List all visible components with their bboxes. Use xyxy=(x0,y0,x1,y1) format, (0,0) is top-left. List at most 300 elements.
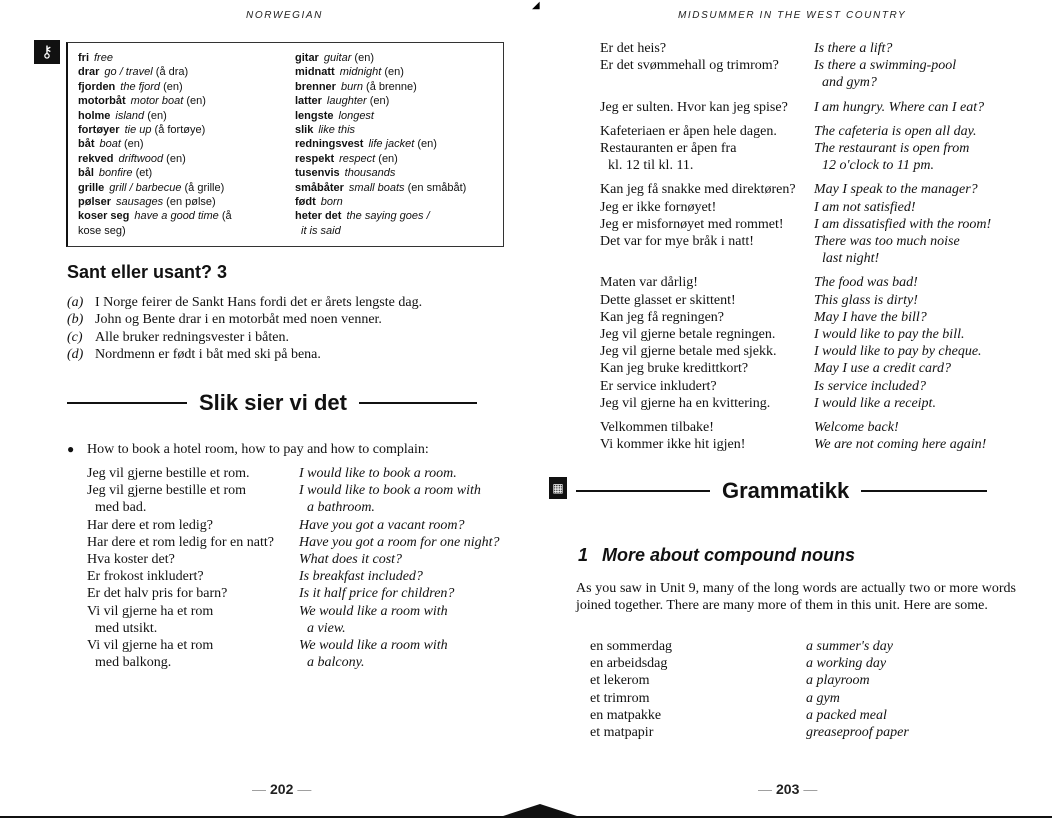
phrase-line: med bad. xyxy=(95,500,147,516)
phrase-row xyxy=(87,603,500,637)
phrase-group xyxy=(600,40,991,92)
page-number-value: 203 xyxy=(776,781,800,797)
vocab-item xyxy=(295,209,500,223)
phrase-line: Have you got a vacant room? xyxy=(299,517,465,533)
phrase-line: I am not satisfied! xyxy=(814,199,916,215)
phrase-group xyxy=(600,419,991,453)
phrase-norwegian xyxy=(87,585,299,602)
phrase-line: and gym? xyxy=(822,75,877,91)
phrase-line: Kan jeg bruke kredittkort? xyxy=(600,361,749,377)
vocab-note: (en) xyxy=(144,109,167,122)
phrase-group xyxy=(600,99,991,116)
vocab-item xyxy=(78,51,283,65)
vocab-item xyxy=(295,152,500,166)
vocab-item xyxy=(295,109,500,123)
vocab-norwegian: bål xyxy=(78,167,94,180)
phrase-line: Jeg vil gjerne betale regningen. xyxy=(600,327,776,343)
phrase-row xyxy=(600,419,991,436)
page-number-value: 202 xyxy=(270,781,294,797)
phrase-row xyxy=(87,482,500,516)
phrase-line: a gym xyxy=(806,690,840,706)
phrase-line: a summer's day xyxy=(806,639,893,654)
vocab-norwegian: slik xyxy=(295,124,314,137)
phrase-line: We would like a room with xyxy=(299,603,448,619)
phrase-line: Is service included? xyxy=(814,378,926,394)
vocab-english: bonfire xyxy=(98,167,133,180)
phrase-line: May I have the bill? xyxy=(814,309,927,325)
phrase-line: Vi vil gjerne ha et rom xyxy=(87,603,214,619)
phrase-line: There was too much noise xyxy=(814,234,960,250)
phrase-row xyxy=(87,465,500,482)
compound-noun-list xyxy=(590,638,909,741)
phrase-english xyxy=(806,672,870,689)
subsection-title xyxy=(578,545,855,566)
phrase-line: Er service inkludert? xyxy=(600,378,717,394)
phrase-english xyxy=(814,378,926,395)
heading-rule xyxy=(67,402,187,404)
vocab-item xyxy=(78,137,283,151)
vocab-item xyxy=(78,152,283,166)
phrase-line: Jeg vil gjerne betale med sjekk. xyxy=(600,344,777,360)
vocab-note: (en) xyxy=(414,138,437,151)
vocab-english: tie up xyxy=(124,124,152,137)
vocab-norwegian: koser seg xyxy=(78,210,130,223)
phrase-line: The cafeteria is open all day. xyxy=(814,123,977,139)
phrase-line: Welcome back! xyxy=(814,420,899,436)
phrase-row xyxy=(600,292,991,309)
heading-rule xyxy=(359,402,477,404)
vocab-english: life jacket xyxy=(368,138,415,151)
vocab-norwegian: brenner xyxy=(295,80,336,93)
vocab-item xyxy=(295,224,500,238)
phrase-norwegian xyxy=(87,465,299,482)
phrase-english xyxy=(299,534,500,551)
phrase-norwegian xyxy=(600,274,814,291)
vocab-norwegian: respekt xyxy=(295,152,335,165)
bullet-icon: ● xyxy=(67,442,75,456)
true-false-list xyxy=(67,294,422,363)
vocab-norwegian: heter det xyxy=(295,210,342,223)
phrase-line: May I use a credit card? xyxy=(814,361,951,377)
item-label: (c) xyxy=(67,329,83,345)
phrase-line: I would like to book a room. xyxy=(299,466,457,481)
phrase-row xyxy=(600,57,991,91)
phrase-row xyxy=(600,326,991,343)
vocab-note: (en) xyxy=(351,52,374,64)
phrase-norwegian xyxy=(600,99,814,116)
phrase-line: Er det halv pris for barn? xyxy=(87,586,228,602)
vocab-english: motor boat xyxy=(130,95,184,108)
phrase-line: Have you got a room for one night? xyxy=(299,534,500,550)
vocab-english: have a good time xyxy=(134,210,219,223)
true-false-item xyxy=(67,346,422,363)
vocab-note: (å grille) xyxy=(181,181,225,194)
vocab-item xyxy=(78,181,283,195)
vocab-note: (en) xyxy=(183,95,206,108)
phrase-line: Dette glasset er skittent! xyxy=(600,292,736,308)
item-text: Alle bruker redningsvester i båten. xyxy=(95,329,289,345)
phrase-line: a bathroom. xyxy=(307,500,375,516)
phrase-row xyxy=(87,534,500,551)
phrase-line: Er frokost inkludert? xyxy=(87,569,204,585)
phrase-line: Det var for mye bråk i natt! xyxy=(600,234,754,250)
phrase-line: Vi kommer ikke hit igjen! xyxy=(600,437,746,453)
phrase-line: Har dere et rom ledig? xyxy=(87,517,213,533)
vocab-item xyxy=(78,224,283,238)
vocab-norwegian: grille xyxy=(78,181,105,194)
vocab-item xyxy=(78,80,283,94)
phrase-norwegian xyxy=(600,292,814,309)
phrase-line: We would like a room with xyxy=(299,638,448,654)
phrase-norwegian xyxy=(87,603,299,637)
vocab-note: (å fortøye) xyxy=(151,124,206,137)
phrase-row xyxy=(590,707,909,724)
vocab-note: (en) xyxy=(163,152,186,165)
phrase-norwegian xyxy=(87,517,299,534)
key-icon: ⚷ xyxy=(34,40,60,64)
phrase-english xyxy=(299,482,481,516)
vocab-note: kose seg) xyxy=(78,224,126,237)
phrase-norwegian xyxy=(600,309,814,326)
vocab-note: (en) xyxy=(120,138,144,151)
vocab-norwegian: fortøyer xyxy=(78,124,120,137)
phrase-english xyxy=(806,655,886,672)
heading-rule xyxy=(861,490,987,492)
running-head-right: MIDSUMMER IN THE WEST COUNTRY xyxy=(678,10,907,21)
phrase-line: med balkong. xyxy=(95,655,172,671)
vocab-english: like this xyxy=(318,124,356,137)
vocab-norwegian: gitar xyxy=(295,52,319,64)
phrase-english xyxy=(814,140,969,174)
phrase-norwegian xyxy=(87,534,299,551)
phrase-english xyxy=(806,638,893,655)
vocab-english: thousands xyxy=(344,167,396,180)
phrase-row xyxy=(600,360,991,377)
phrase-english xyxy=(814,343,982,360)
phrase-norwegian xyxy=(590,672,806,689)
vocab-english: midnight xyxy=(339,66,382,79)
phrase-line: en arbeidsdag xyxy=(590,656,668,672)
compound-paragraph: As you saw in Unit 9, many of the long words are actually two or more words joined together. There are many more of them in this unit. Here are some. xyxy=(576,581,1016,613)
vocab-item xyxy=(295,137,500,151)
section-heading-slik xyxy=(67,390,477,416)
section-heading-text: Grammatikk xyxy=(722,478,850,503)
phrase-english xyxy=(806,724,909,741)
phrase-row xyxy=(87,551,500,568)
phrase-line: med utsikt. xyxy=(95,620,158,636)
vocab-english: free xyxy=(94,52,113,64)
phrase-norwegian xyxy=(600,378,814,395)
phrase-line: I am dissatisfied with the room! xyxy=(814,216,992,232)
phrase-line: et matpapir xyxy=(590,725,654,741)
phrase-line: Jeg er ikke fornøyet! xyxy=(600,199,717,215)
phrase-row xyxy=(600,436,991,453)
phrase-row xyxy=(590,638,909,655)
phrase-norwegian xyxy=(600,140,814,174)
true-false-item xyxy=(67,329,422,346)
phrase-norwegian xyxy=(600,419,814,436)
phrase-line: Hva koster det? xyxy=(87,552,175,568)
spine-mark xyxy=(500,804,580,817)
phrase-norwegian xyxy=(600,436,814,453)
vocab-norwegian: fri xyxy=(78,52,89,64)
phrase-line: The restaurant is open from xyxy=(814,141,970,157)
vocab-english: island xyxy=(115,109,145,122)
vocab-item xyxy=(78,195,283,209)
phrase-line: I would like a receipt. xyxy=(814,395,936,411)
phrase-norwegian xyxy=(600,57,814,91)
vocab-english: sausages xyxy=(116,196,164,209)
phrase-norwegian xyxy=(87,482,299,516)
phrase-norwegian xyxy=(600,123,814,140)
phrase-line: Is it half price for children? xyxy=(299,586,455,602)
vocab-item xyxy=(78,109,283,123)
phrase-row xyxy=(590,655,909,672)
vocab-item xyxy=(295,65,500,79)
vocab-english: burn xyxy=(340,80,363,93)
phrase-norwegian xyxy=(590,690,806,707)
vocab-english: the fjord xyxy=(120,80,161,93)
phrase-line: We are not coming here again! xyxy=(814,437,987,453)
phrase-english xyxy=(814,233,960,267)
phrase-row xyxy=(590,672,909,689)
vocab-item xyxy=(295,181,500,195)
vocab-english: the saying goes / xyxy=(346,210,430,223)
vocab-norwegian: båt xyxy=(78,138,95,151)
item-text: Nordmenn er født i båt med ski på bena. xyxy=(95,346,321,362)
phrase-row xyxy=(600,140,991,174)
phrase-line: Velkommen tilbake! xyxy=(600,420,714,436)
phrase-english xyxy=(814,360,951,377)
phrase-norwegian xyxy=(590,724,806,741)
section-heading-grammatikk xyxy=(576,478,987,504)
vocab-english: longest xyxy=(338,109,374,122)
vocab-norwegian: født xyxy=(295,196,316,209)
phrase-line: I am hungry. Where can I eat? xyxy=(814,99,985,115)
phrase-row xyxy=(87,585,500,602)
vocab-english: guitar xyxy=(323,52,352,64)
vocab-note: (en) xyxy=(366,95,390,108)
phrase-english xyxy=(299,551,402,568)
phrase-group xyxy=(600,274,991,412)
vocab-note: (å xyxy=(218,210,232,223)
vocab-english: born xyxy=(320,196,343,209)
phrase-line: en sommerdag xyxy=(590,639,673,654)
vocab-item xyxy=(78,123,283,137)
vocab-norwegian: motorbåt xyxy=(78,95,126,108)
vocab-norwegian: pølser xyxy=(78,196,112,209)
phrase-line: Maten var dårlig! xyxy=(600,275,698,291)
phrase-row xyxy=(600,378,991,395)
phrase-line: en matpakke xyxy=(590,707,662,723)
phrase-line: This glass is dirty! xyxy=(814,292,918,308)
vocab-norwegian: holme xyxy=(78,109,111,122)
phrase-row xyxy=(87,568,500,585)
phrase-row xyxy=(600,343,991,360)
crop-mark: ◢ xyxy=(532,0,540,11)
subsection-number: 1 xyxy=(578,545,589,565)
vocabulary-column-right xyxy=(295,51,500,238)
phrase-norwegian xyxy=(600,216,814,233)
phrase-norwegian xyxy=(600,395,814,412)
phrase-line: I would like to pay by cheque. xyxy=(814,344,982,360)
vocab-note: (en småbåt) xyxy=(404,181,467,194)
phrase-line: Kafeteriaen er åpen hele dagen. xyxy=(600,123,777,139)
vocabulary-column-left xyxy=(78,51,283,238)
phrase-english xyxy=(814,181,978,198)
phrase-english xyxy=(814,123,977,140)
item-label: (a) xyxy=(67,295,84,310)
phrase-line: a working day xyxy=(806,656,887,672)
true-false-title: Sant eller usant? 3 xyxy=(67,262,228,282)
vocab-norwegian: midnatt xyxy=(295,66,335,79)
service-phrase-list xyxy=(600,40,991,460)
vocab-norwegian: lengste xyxy=(295,109,334,122)
phrase-row xyxy=(600,40,991,57)
vocab-note: (å dra) xyxy=(152,66,189,79)
phrase-english xyxy=(814,274,918,291)
phrase-row xyxy=(600,199,991,216)
phrase-line: a balcony. xyxy=(307,655,365,671)
phrase-english xyxy=(299,585,454,602)
phrase-line: Jeg vil gjerne ha en kvittering. xyxy=(600,395,771,411)
phrase-line: greaseproof paper xyxy=(806,725,909,741)
phrase-line: Jeg er misfornøyet med rommet! xyxy=(600,216,784,232)
phrase-english xyxy=(299,637,448,671)
phrase-english xyxy=(814,395,936,412)
vocab-norwegian: drar xyxy=(78,66,100,79)
phrase-row xyxy=(600,99,991,116)
grammar-icon: ▦ xyxy=(549,477,567,499)
vocab-item xyxy=(78,209,283,223)
phrase-line: Vi vil gjerne ha et rom xyxy=(87,638,214,654)
heading-rule xyxy=(576,490,710,492)
phrase-line: May I speak to the manager? xyxy=(814,182,978,198)
phrase-line: Is breakfast included? xyxy=(299,569,423,585)
running-head-left: NORWEGIAN xyxy=(246,10,323,21)
vocab-item xyxy=(295,94,500,108)
vocab-norwegian: rekved xyxy=(78,152,114,165)
phrase-norwegian xyxy=(600,233,814,267)
phrase-norwegian xyxy=(600,326,814,343)
phrase-english xyxy=(299,517,465,534)
item-text: John og Bente drar i en motorbåt med noen venner. xyxy=(95,312,382,328)
phrase-row xyxy=(600,233,991,267)
phrase-group xyxy=(600,181,991,267)
page-number-left: — 202 — xyxy=(252,781,312,797)
vocab-english: driftwood xyxy=(118,152,164,165)
vocab-norwegian: latter xyxy=(295,95,322,108)
phrase-group xyxy=(600,123,991,175)
vocab-english: small boats xyxy=(348,181,405,194)
item-text: I Norge feirer de Sankt Hans fordi det er årets lengste dag. xyxy=(95,295,423,310)
phrase-row xyxy=(87,637,500,671)
phrase-english xyxy=(814,436,986,453)
phrase-english xyxy=(814,216,991,233)
phrase-english xyxy=(814,419,899,436)
phrase-norwegian xyxy=(87,637,299,671)
vocab-item xyxy=(78,94,283,108)
phrase-line: Jeg er sulten. Hvor kan jeg spise? xyxy=(600,99,788,115)
phrase-norwegian xyxy=(600,360,814,377)
true-false-item xyxy=(67,294,422,311)
page-number-right: — 203 — xyxy=(758,781,818,797)
item-label: (b) xyxy=(67,312,84,328)
phrase-english xyxy=(814,57,956,91)
vocab-note: (en) xyxy=(160,80,183,93)
vocab-english: grill / barbecue xyxy=(109,181,182,194)
phrase-norwegian xyxy=(600,199,814,216)
phrase-line: a playroom xyxy=(806,673,870,689)
vocabulary-box xyxy=(66,42,504,247)
section-heading-text: Slik sier vi det xyxy=(199,390,347,415)
phrase-line: Is there a swimming-pool xyxy=(814,58,957,74)
phrase-row xyxy=(600,274,991,291)
item-label: (d) xyxy=(67,346,84,362)
vocab-english: respect xyxy=(339,152,376,165)
phrase-line: Jeg vil gjerne bestille et rom. xyxy=(87,466,250,481)
phrase-line: last night! xyxy=(822,251,880,267)
phrase-line: Er det svømmehall og trimrom? xyxy=(600,58,779,74)
phrase-row xyxy=(87,517,500,534)
phrase-english xyxy=(814,326,964,343)
vocab-item xyxy=(295,123,500,137)
phrase-line: a packed meal xyxy=(806,707,887,723)
phrase-row xyxy=(590,690,909,707)
phrase-norwegian xyxy=(87,568,299,585)
phrase-line: I would like to book a room with xyxy=(299,483,481,499)
vocab-note: (å brenne) xyxy=(363,80,417,93)
phrase-line: Restauranten er åpen fra xyxy=(600,141,737,157)
phrase-norwegian xyxy=(600,40,814,57)
phrase-row xyxy=(600,181,991,198)
phrase-english xyxy=(299,603,448,637)
phrase-line: Kan jeg få snakke med direktøren? xyxy=(600,182,796,198)
phrase-row xyxy=(600,123,991,140)
bullet-intro xyxy=(67,442,429,458)
phrase-line: et trimrom xyxy=(590,690,650,706)
vocab-norwegian: tusenvis xyxy=(295,167,340,180)
phrase-english xyxy=(814,292,918,309)
vocab-item xyxy=(295,80,500,94)
phrase-line: What does it cost? xyxy=(299,552,403,568)
phrase-english xyxy=(299,465,457,482)
phrase-norwegian xyxy=(600,343,814,360)
phrase-line: Jeg vil gjerne bestille et rom xyxy=(87,483,247,499)
phrase-english xyxy=(814,40,892,57)
phrase-norwegian xyxy=(590,707,806,724)
vocab-norwegian: redningsvest xyxy=(295,138,364,151)
phrase-line: 12 o'clock to 11 pm. xyxy=(822,158,934,174)
phrase-line: a view. xyxy=(307,620,346,636)
phrase-line: Kan jeg få regningen? xyxy=(600,309,724,325)
subsection-title-text: More about compound nouns xyxy=(602,545,855,565)
vocab-note: (en pølse) xyxy=(163,196,216,209)
phrase-row xyxy=(600,395,991,412)
phrase-row xyxy=(600,309,991,326)
phrase-english xyxy=(814,199,916,216)
vocab-norwegian: fjorden xyxy=(78,80,116,93)
phrase-english xyxy=(814,99,984,116)
phrase-norwegian xyxy=(590,638,806,655)
vocab-english: laughter xyxy=(326,95,367,108)
bullet-text: How to book a hotel room, how to pay and how to complain: xyxy=(87,442,429,457)
vocab-item xyxy=(78,65,283,79)
phrase-english xyxy=(806,707,887,724)
phrase-norwegian xyxy=(600,181,814,198)
phrase-line: The food was bad! xyxy=(814,275,918,291)
right-page xyxy=(526,0,1052,822)
